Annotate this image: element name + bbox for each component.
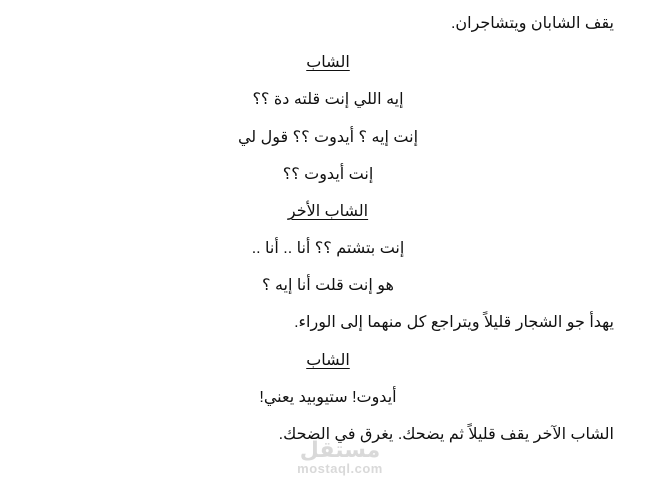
dialogue-line: إنت إيه ؟ أيدوت ؟؟ قول لي [237,129,419,146]
dialogue-line: هو إنت قلت أنا إيه ؟ [262,277,394,294]
dialogue-line: إنت بتشتم ؟؟ أنا .. أنا .. [251,240,405,257]
speaker-name: الشاب الأخر [287,203,369,220]
stage-direction-middle: يهدأ جو الشجار قليلاً ويتراجع كل منهما إلى الوراء. [294,314,614,331]
speaker-name: الشاب [306,352,350,369]
watermark-arabic: مستقل [299,437,381,462]
stage-direction-end: الشاب الآخر يقف قليلاً ثم يضحك. يغرق في الضحك. [278,426,614,443]
stage-direction-intro: يقف الشابان ويتشاجران. [450,15,614,32]
dialogue-line: أيدوت! ستيوبيد يعني! [259,389,397,406]
dialogue-line: إيه اللي إنت قلته دة ؟؟ [252,91,404,108]
speaker-name: الشاب [306,54,350,71]
watermark-latin: mostaql.com [297,461,383,476]
dialogue-line: إنت أيدوت ؟؟ [282,166,374,183]
